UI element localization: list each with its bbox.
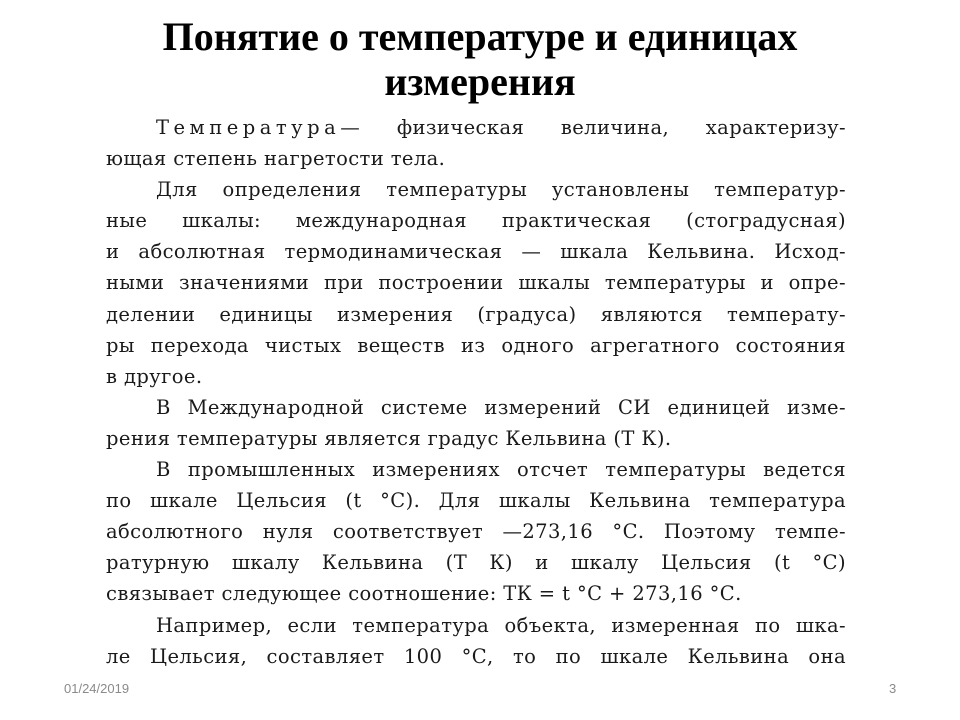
text-line-12: В промышленных измерениях отсчет температуры ведется (156, 458, 846, 482)
text-line-6: ными значениями при построении шкалы температуры и опре- (106, 271, 846, 295)
text-line-14: абсолютного нуля соответствует —273,16 °С. Поэтому темпе- (106, 520, 846, 544)
text-line-15: ратурную шкалу Кельвина (T К) и шкалу Цельсия (t °С) (106, 551, 846, 575)
text-line-7: делении единицы измерения (градуса) являются температу- (106, 302, 846, 326)
text-line-16: связывает следующее соотношение: TК = t °С + 273,16 °С. (106, 582, 742, 606)
text-line-8: ры перехода чистых веществ из одного агрегатного состояния (106, 333, 846, 357)
text-line-5: и абсолютная термодинамическая — шкала Кельвина. Исход- (106, 240, 846, 264)
text-line-3: Для определения температуры установлены температур- (156, 178, 846, 202)
scanned-paragraph (106, 112, 846, 672)
term-spaced: Температура (156, 116, 341, 139)
text-line-11: рения температуры является градус Кельвина (T К). (106, 426, 672, 450)
slide-title: Понятие о температуре и единицах измерения (162, 14, 798, 104)
text-line-9: в другое. (106, 364, 203, 388)
text-line-1: — физическая величина, характеризу- (340, 116, 846, 139)
text-line-13: по шкале Цельсия (t °С). Для шкалы Кельвина температура (106, 489, 846, 513)
text-line-10: В Международной системе измерений СИ единицей изме- (156, 395, 846, 419)
text-line-17: Например, если температура объекта, измеренная по шка- (156, 613, 846, 637)
footer-date: 01/24/2019 (64, 681, 130, 696)
scanned-text-image (106, 112, 846, 672)
footer-page-number: 3 (889, 681, 897, 696)
text-line-2: ющая степень нагретости тела. (106, 147, 446, 171)
text-line-4: ные шкалы: международная практическая (стоградусная) (106, 209, 846, 233)
text-line-18: ле Цельсия, составляет 100 °С, то по шкале Кельвина она (106, 644, 846, 668)
text-line (106, 112, 846, 143)
